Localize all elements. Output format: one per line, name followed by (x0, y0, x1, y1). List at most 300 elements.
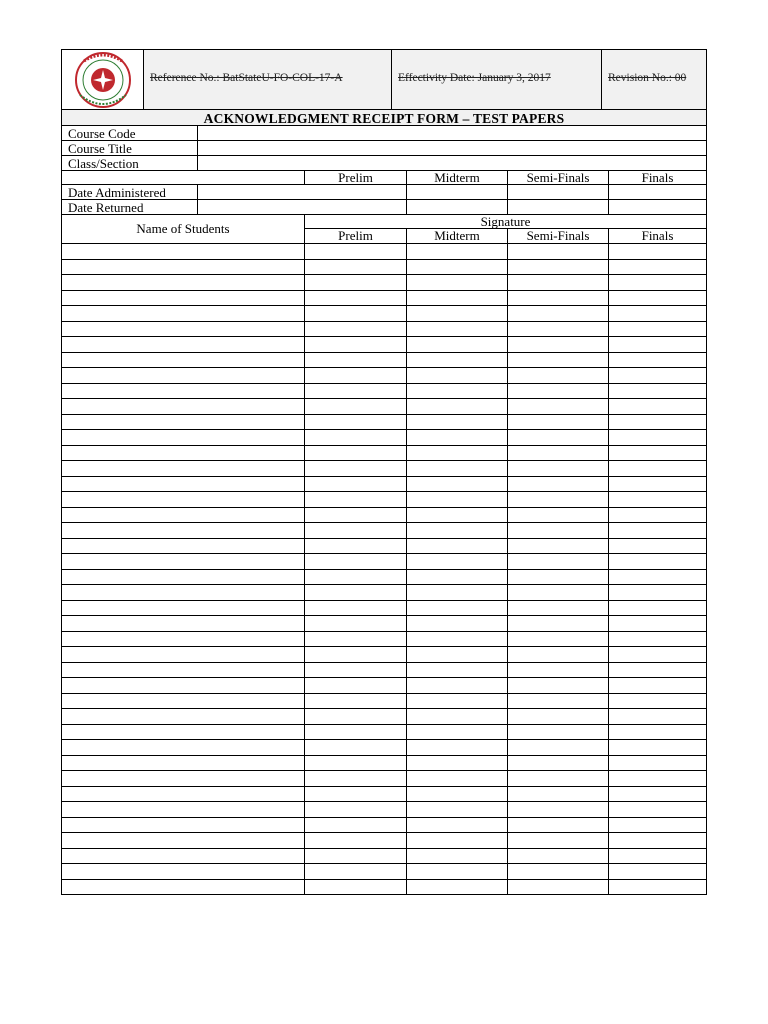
finals-signature-cell[interactable] (608, 694, 706, 709)
semi-finals-signature-cell[interactable] (507, 275, 608, 290)
student-name-cell[interactable] (62, 647, 304, 662)
table-row (61, 384, 707, 400)
prelim-signature-cell[interactable] (304, 632, 406, 647)
midterm-signature-cell[interactable] (406, 322, 507, 337)
student-name-cell[interactable] (62, 244, 304, 259)
midterm-signature-cell[interactable] (406, 818, 507, 833)
document-header (61, 49, 707, 110)
student-name-cell[interactable] (62, 446, 304, 461)
effectivity-date: Effectivity Date: January 3, 2017 (398, 72, 551, 84)
finals-signature-cell[interactable] (608, 306, 706, 321)
semi-finals-signature-cell[interactable] (507, 802, 608, 817)
finals-signature-cell[interactable] (608, 244, 706, 259)
table-row (61, 415, 707, 431)
midterm-signature-cell[interactable] (406, 430, 507, 445)
prelim-signature-cell[interactable] (304, 802, 406, 817)
semi-finals-signature-cell[interactable] (507, 353, 608, 368)
table-row (61, 864, 707, 880)
finals-signature-cell[interactable] (608, 368, 706, 383)
period-header-row (61, 171, 707, 185)
prelim-signature-cell[interactable] (304, 539, 406, 554)
midterm-signature-cell[interactable] (406, 446, 507, 461)
date-administered-semi-finals-field[interactable] (507, 185, 608, 199)
effectivity-cell (392, 50, 602, 109)
table-row (61, 771, 707, 787)
student-name-cell[interactable] (62, 399, 304, 414)
logo-cell (62, 50, 144, 109)
prelim-signature-cell[interactable] (304, 771, 406, 786)
semi-finals-signature-cell[interactable] (507, 368, 608, 383)
student-name-cell[interactable] (62, 570, 304, 585)
student-table-header (61, 215, 707, 244)
course-code-label: Course Code (68, 126, 136, 141)
student-name-cell[interactable] (62, 368, 304, 383)
student-name-cell[interactable] (62, 818, 304, 833)
prelim-signature-cell[interactable] (304, 663, 406, 678)
prelim-signature-cell[interactable] (304, 322, 406, 337)
midterm-signature-cell[interactable] (406, 585, 507, 600)
midterm-signature-cell[interactable] (406, 291, 507, 306)
midterm-signature-cell[interactable] (406, 771, 507, 786)
semi-finals-signature-cell[interactable] (507, 678, 608, 693)
form-title: ACKNOWLEDGMENT RECEIPT FORM – TEST PAPERS (203, 111, 565, 126)
name-of-students-header: Name of Students (136, 221, 230, 236)
midterm-signature-cell[interactable] (406, 539, 507, 554)
prelim-signature-cell[interactable] (304, 260, 406, 275)
finals-signature-cell[interactable] (608, 663, 706, 678)
semi-finals-signature-cell[interactable] (507, 508, 608, 523)
course-title-label: Course Title (68, 141, 132, 156)
table-row (61, 260, 707, 276)
class-section-label: Class/Section (68, 156, 139, 171)
table-row (61, 306, 707, 322)
semi-finals-signature-cell[interactable] (507, 260, 608, 275)
student-name-cell[interactable] (62, 291, 304, 306)
table-row (61, 678, 707, 694)
course-code-field[interactable] (197, 126, 706, 140)
student-name-cell[interactable] (62, 275, 304, 290)
table-row (61, 353, 707, 369)
midterm-signature-cell[interactable] (406, 756, 507, 771)
finals-signature-cell[interactable] (608, 415, 706, 430)
semi-finals-signature-cell[interactable] (507, 570, 608, 585)
student-name-cell[interactable] (62, 678, 304, 693)
finals-signature-cell[interactable] (608, 818, 706, 833)
date-returned-finals-field[interactable] (608, 200, 706, 214)
table-row (61, 802, 707, 818)
student-name-cell[interactable] (62, 849, 304, 864)
student-name-cell[interactable] (62, 353, 304, 368)
signature-prelim-header: Prelim (304, 229, 406, 243)
finals-signature-cell[interactable] (608, 554, 706, 569)
student-name-cell[interactable] (62, 523, 304, 538)
finals-signature-cell[interactable] (608, 430, 706, 445)
finals-signature-cell[interactable] (608, 523, 706, 538)
student-name-cell[interactable] (62, 539, 304, 554)
prelim-signature-cell[interactable] (304, 554, 406, 569)
midterm-signature-cell[interactable] (406, 275, 507, 290)
semi-finals-signature-cell[interactable] (507, 601, 608, 616)
table-row (61, 244, 707, 260)
student-name-cell[interactable] (62, 740, 304, 755)
finals-signature-cell[interactable] (608, 616, 706, 631)
prelim-signature-cell[interactable] (304, 709, 406, 724)
table-row (61, 399, 707, 415)
midterm-signature-cell[interactable] (406, 725, 507, 740)
prelim-signature-cell[interactable] (304, 306, 406, 321)
prelim-signature-cell[interactable] (304, 399, 406, 414)
table-row (61, 585, 707, 601)
reference-cell (144, 50, 392, 109)
period-midterm: Midterm (406, 171, 507, 184)
table-row (61, 275, 707, 291)
semi-finals-signature-cell[interactable] (507, 492, 608, 507)
semi-finals-signature-cell[interactable] (507, 880, 608, 895)
prelim-signature-cell[interactable] (304, 616, 406, 631)
prelim-signature-cell[interactable] (304, 694, 406, 709)
receipt-form (61, 110, 707, 895)
finals-signature-cell[interactable] (608, 647, 706, 662)
table-row (61, 663, 707, 679)
semi-finals-signature-cell[interactable] (507, 740, 608, 755)
finals-signature-cell[interactable] (608, 446, 706, 461)
finals-signature-cell[interactable] (608, 477, 706, 492)
finals-signature-cell[interactable] (608, 833, 706, 848)
semi-finals-signature-cell[interactable] (507, 787, 608, 802)
period-finals: Finals (608, 171, 706, 184)
midterm-signature-cell[interactable] (406, 384, 507, 399)
semi-finals-signature-cell[interactable] (507, 833, 608, 848)
table-row (61, 570, 707, 586)
table-row (61, 756, 707, 772)
midterm-signature-cell[interactable] (406, 880, 507, 895)
date-administered-midterm-field[interactable] (406, 185, 507, 199)
table-row (61, 461, 707, 477)
table-row (61, 446, 707, 462)
semi-finals-signature-cell[interactable] (507, 244, 608, 259)
prelim-signature-cell[interactable] (304, 678, 406, 693)
prelim-signature-cell[interactable] (304, 337, 406, 352)
student-name-cell[interactable] (62, 771, 304, 786)
class-section-field[interactable] (197, 156, 706, 170)
semi-finals-signature-cell[interactable] (507, 399, 608, 414)
finals-signature-cell[interactable] (608, 756, 706, 771)
midterm-signature-cell[interactable] (406, 601, 507, 616)
student-name-cell[interactable] (62, 384, 304, 399)
semi-finals-signature-cell[interactable] (507, 554, 608, 569)
table-row (61, 725, 707, 741)
table-row (61, 818, 707, 834)
finals-signature-cell[interactable] (608, 678, 706, 693)
midterm-signature-cell[interactable] (406, 616, 507, 631)
revision-cell (602, 50, 706, 109)
semi-finals-signature-cell[interactable] (507, 446, 608, 461)
course-title-field[interactable] (197, 141, 706, 155)
prelim-signature-cell[interactable] (304, 880, 406, 895)
period-semi-finals: Semi-Finals (507, 171, 608, 184)
table-row (61, 616, 707, 632)
midterm-signature-cell[interactable] (406, 415, 507, 430)
date-administered-row (61, 185, 707, 200)
table-row (61, 601, 707, 617)
student-name-cell[interactable] (62, 864, 304, 879)
midterm-signature-cell[interactable] (406, 306, 507, 321)
student-name-cell[interactable] (62, 430, 304, 445)
midterm-signature-cell[interactable] (406, 554, 507, 569)
midterm-signature-cell[interactable] (406, 709, 507, 724)
prelim-signature-cell[interactable] (304, 740, 406, 755)
midterm-signature-cell[interactable] (406, 570, 507, 585)
prelim-signature-cell[interactable] (304, 446, 406, 461)
prelim-signature-cell[interactable] (304, 430, 406, 445)
table-row (61, 833, 707, 849)
finals-signature-cell[interactable] (608, 353, 706, 368)
date-returned-prelim-field[interactable] (197, 200, 406, 214)
table-row (61, 523, 707, 539)
midterm-signature-cell[interactable] (406, 244, 507, 259)
finals-signature-cell[interactable] (608, 570, 706, 585)
table-row (61, 740, 707, 756)
table-row (61, 787, 707, 803)
semi-finals-signature-cell[interactable] (507, 337, 608, 352)
table-row (61, 368, 707, 384)
table-row (61, 322, 707, 338)
finals-signature-cell[interactable] (608, 601, 706, 616)
midterm-signature-cell[interactable] (406, 399, 507, 414)
table-row (61, 632, 707, 648)
student-name-cell[interactable] (62, 461, 304, 476)
prelim-signature-cell[interactable] (304, 725, 406, 740)
finals-signature-cell[interactable] (608, 740, 706, 755)
prelim-signature-cell[interactable] (304, 864, 406, 879)
midterm-signature-cell[interactable] (406, 787, 507, 802)
table-row (61, 647, 707, 663)
finals-signature-cell[interactable] (608, 322, 706, 337)
university-seal-icon (70, 51, 136, 109)
prelim-signature-cell[interactable] (304, 291, 406, 306)
finals-signature-cell[interactable] (608, 585, 706, 600)
student-name-cell[interactable] (62, 694, 304, 709)
semi-finals-signature-cell[interactable] (507, 384, 608, 399)
student-name-cell[interactable] (62, 880, 304, 895)
signature-finals-header: Finals (608, 229, 706, 243)
table-row (61, 477, 707, 493)
student-name-cell[interactable] (62, 833, 304, 848)
student-name-cell[interactable] (62, 477, 304, 492)
prelim-signature-cell[interactable] (304, 461, 406, 476)
finals-signature-cell[interactable] (608, 864, 706, 879)
student-name-cell[interactable] (62, 415, 304, 430)
semi-finals-signature-cell[interactable] (507, 322, 608, 337)
student-name-cell[interactable] (62, 663, 304, 678)
student-name-cell[interactable] (62, 616, 304, 631)
table-row (61, 492, 707, 508)
midterm-signature-cell[interactable] (406, 260, 507, 275)
midterm-signature-cell[interactable] (406, 647, 507, 662)
semi-finals-signature-cell[interactable] (507, 632, 608, 647)
midterm-signature-cell[interactable] (406, 492, 507, 507)
form-title-row (61, 110, 707, 126)
finals-signature-cell[interactable] (608, 725, 706, 740)
semi-finals-signature-cell[interactable] (507, 523, 608, 538)
finals-signature-cell[interactable] (608, 539, 706, 554)
finals-signature-cell[interactable] (608, 508, 706, 523)
finals-signature-cell[interactable] (608, 787, 706, 802)
signature-semi-finals-header: Semi-Finals (507, 229, 608, 243)
midterm-signature-cell[interactable] (406, 368, 507, 383)
semi-finals-signature-cell[interactable] (507, 725, 608, 740)
prelim-signature-cell[interactable] (304, 415, 406, 430)
midterm-signature-cell[interactable] (406, 353, 507, 368)
finals-signature-cell[interactable] (608, 771, 706, 786)
prelim-signature-cell[interactable] (304, 849, 406, 864)
table-row (61, 554, 707, 570)
date-returned-semi-finals-field[interactable] (507, 200, 608, 214)
table-row (61, 694, 707, 710)
prelim-signature-cell[interactable] (304, 833, 406, 848)
date-administered-finals-field[interactable] (608, 185, 706, 199)
semi-finals-signature-cell[interactable] (507, 849, 608, 864)
finals-signature-cell[interactable] (608, 492, 706, 507)
midterm-signature-cell[interactable] (406, 678, 507, 693)
semi-finals-signature-cell[interactable] (507, 756, 608, 771)
table-row (61, 337, 707, 353)
reference-number: Reference No.: BatStateU-FO-COL-17-A (150, 72, 343, 84)
prelim-signature-cell[interactable] (304, 244, 406, 259)
prelim-signature-cell[interactable] (304, 647, 406, 662)
date-returned-label: Date Returned (68, 200, 144, 215)
finals-signature-cell[interactable] (608, 849, 706, 864)
student-name-cell[interactable] (62, 337, 304, 352)
student-name-cell[interactable] (62, 756, 304, 771)
finals-signature-cell[interactable] (608, 461, 706, 476)
finals-signature-cell[interactable] (608, 260, 706, 275)
signature-midterm-header: Midterm (406, 229, 507, 243)
info-row-course-code (61, 126, 707, 141)
student-name-cell[interactable] (62, 508, 304, 523)
student-name-cell[interactable] (62, 601, 304, 616)
student-name-cell[interactable] (62, 322, 304, 337)
semi-finals-signature-cell[interactable] (507, 709, 608, 724)
prelim-signature-cell[interactable] (304, 492, 406, 507)
student-name-cell[interactable] (62, 585, 304, 600)
table-row (61, 539, 707, 555)
prelim-signature-cell[interactable] (304, 570, 406, 585)
student-name-cell[interactable] (62, 632, 304, 647)
semi-finals-signature-cell[interactable] (507, 291, 608, 306)
semi-finals-signature-cell[interactable] (507, 616, 608, 631)
prelim-signature-cell[interactable] (304, 353, 406, 368)
semi-finals-signature-cell[interactable] (507, 415, 608, 430)
info-row-course-title (61, 141, 707, 156)
student-name-cell[interactable] (62, 725, 304, 740)
midterm-signature-cell[interactable] (406, 508, 507, 523)
prelim-signature-cell[interactable] (304, 275, 406, 290)
table-row (61, 709, 707, 725)
midterm-signature-cell[interactable] (406, 477, 507, 492)
midterm-signature-cell[interactable] (406, 523, 507, 538)
semi-finals-signature-cell[interactable] (507, 647, 608, 662)
finals-signature-cell[interactable] (608, 399, 706, 414)
semi-finals-signature-cell[interactable] (507, 771, 608, 786)
semi-finals-signature-cell[interactable] (507, 430, 608, 445)
finals-signature-cell[interactable] (608, 291, 706, 306)
info-row-class-section (61, 156, 707, 171)
student-name-cell[interactable] (62, 709, 304, 724)
semi-finals-signature-cell[interactable] (507, 694, 608, 709)
finals-signature-cell[interactable] (608, 802, 706, 817)
signature-header: Signature (480, 214, 531, 229)
prelim-signature-cell[interactable] (304, 508, 406, 523)
midterm-signature-cell[interactable] (406, 740, 507, 755)
prelim-signature-cell[interactable] (304, 384, 406, 399)
period-prelim: Prelim (304, 171, 406, 184)
midterm-signature-cell[interactable] (406, 849, 507, 864)
table-row (61, 430, 707, 446)
finals-signature-cell[interactable] (608, 275, 706, 290)
student-name-cell[interactable] (62, 554, 304, 569)
semi-finals-signature-cell[interactable] (507, 864, 608, 879)
semi-finals-signature-cell[interactable] (507, 539, 608, 554)
table-row (61, 508, 707, 524)
prelim-signature-cell[interactable] (304, 787, 406, 802)
revision-number: Revision No.: 00 (608, 72, 687, 84)
midterm-signature-cell[interactable] (406, 802, 507, 817)
student-name-cell[interactable] (62, 492, 304, 507)
signature-subheader (304, 229, 706, 243)
midterm-signature-cell[interactable] (406, 461, 507, 476)
semi-finals-signature-cell[interactable] (507, 306, 608, 321)
student-name-cell[interactable] (62, 306, 304, 321)
semi-finals-signature-cell[interactable] (507, 663, 608, 678)
date-administered-prelim-field[interactable] (197, 185, 406, 199)
date-administered-label: Date Administered (68, 185, 166, 200)
table-row (61, 291, 707, 307)
student-name-cell[interactable] (62, 787, 304, 802)
midterm-signature-cell[interactable] (406, 337, 507, 352)
prelim-signature-cell[interactable] (304, 818, 406, 833)
finals-signature-cell[interactable] (608, 632, 706, 647)
semi-finals-signature-cell[interactable] (507, 585, 608, 600)
prelim-signature-cell[interactable] (304, 756, 406, 771)
finals-signature-cell[interactable] (608, 880, 706, 895)
midterm-signature-cell[interactable] (406, 864, 507, 879)
semi-finals-signature-cell[interactable] (507, 461, 608, 476)
semi-finals-signature-cell[interactable] (507, 818, 608, 833)
prelim-signature-cell[interactable] (304, 477, 406, 492)
student-rows (61, 244, 707, 895)
student-name-cell[interactable] (62, 260, 304, 275)
date-returned-midterm-field[interactable] (406, 200, 507, 214)
prelim-signature-cell[interactable] (304, 585, 406, 600)
finals-signature-cell[interactable] (608, 709, 706, 724)
prelim-signature-cell[interactable] (304, 523, 406, 538)
finals-signature-cell[interactable] (608, 337, 706, 352)
midterm-signature-cell[interactable] (406, 694, 507, 709)
table-row (61, 849, 707, 865)
midterm-signature-cell[interactable] (406, 663, 507, 678)
signature-header-cell (304, 215, 706, 229)
student-name-cell[interactable] (62, 802, 304, 817)
table-row (61, 880, 707, 896)
midterm-signature-cell[interactable] (406, 632, 507, 647)
midterm-signature-cell[interactable] (406, 833, 507, 848)
prelim-signature-cell[interactable] (304, 601, 406, 616)
date-returned-row (61, 200, 707, 215)
finals-signature-cell[interactable] (608, 384, 706, 399)
semi-finals-signature-cell[interactable] (507, 477, 608, 492)
prelim-signature-cell[interactable] (304, 368, 406, 383)
